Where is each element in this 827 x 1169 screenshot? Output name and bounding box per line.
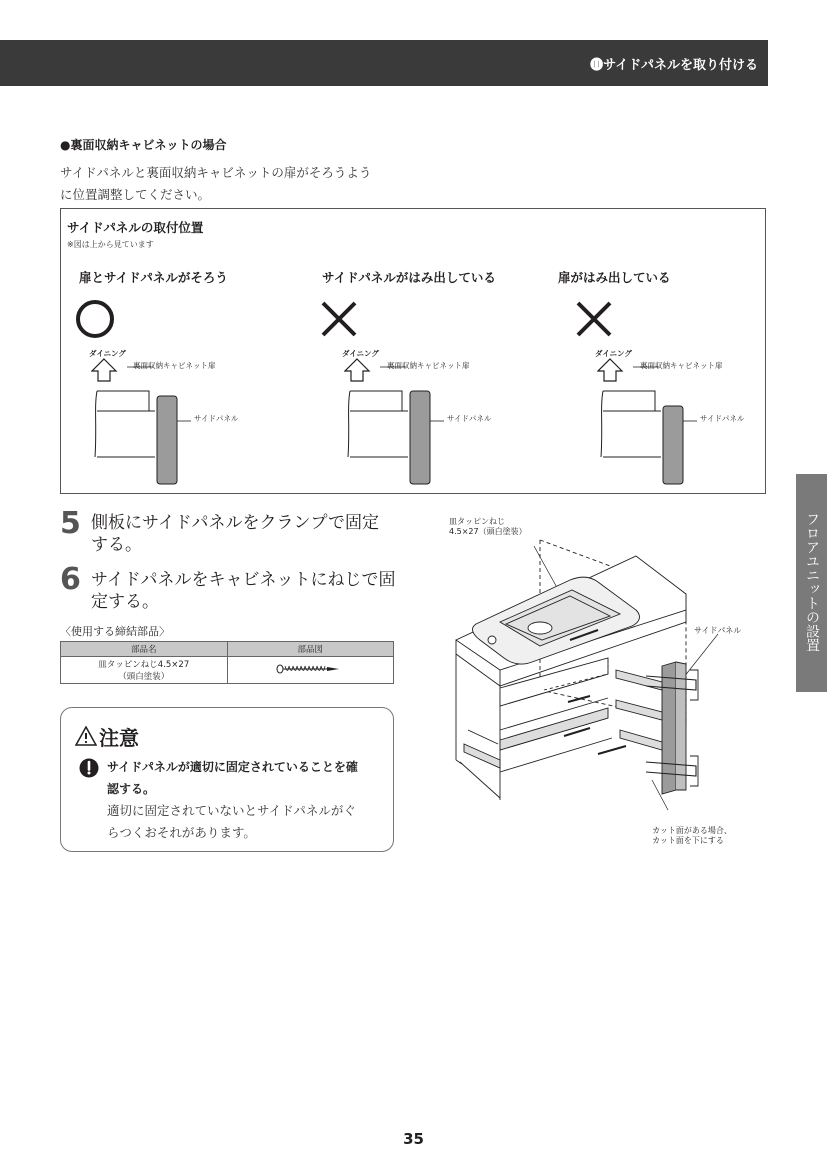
step-6-number: 6: [60, 562, 81, 597]
step-5-line-1: 側板にサイドパネルをクランプで固定: [91, 513, 379, 533]
dining-label: ダイニング: [342, 349, 379, 358]
cut-face-line-1: カット面がある場合、: [652, 826, 732, 835]
circle-symbol-icon: [75, 299, 115, 339]
parts-heading: 〈使用する締結部品〉: [60, 625, 170, 638]
warning-triangle-icon: [75, 726, 97, 746]
side-tab-text: フロアユニットの設置: [804, 512, 820, 652]
cross-symbol-icon: [319, 299, 359, 339]
step-5-line-2: する。: [91, 535, 142, 555]
caution-box: [60, 707, 394, 852]
screw-icon: [275, 663, 345, 675]
caution-explanation: [107, 800, 387, 844]
step-6-line-1: サイドパネルをキャビネットにねじで固: [91, 570, 396, 590]
caution-bold-line-2: 認する。: [107, 782, 156, 796]
parts-item-line-2: （頭白塗装）: [118, 672, 170, 682]
parts-col-figure: 部品図: [227, 642, 394, 657]
case-1-title: 扉とサイドパネルがそろう: [79, 270, 228, 285]
case-2-title: サイドパネルがはみ出している: [322, 270, 496, 285]
side-panel-label: サイドパネル: [700, 414, 745, 423]
cabinet-assembly-illustration: [440, 530, 770, 830]
header-title: ⓫サイドパネルを取り付ける: [590, 58, 758, 73]
caution-bold-line-1: サイドパネルが適切に固定されていることを確: [107, 760, 358, 774]
header-bar: [0, 40, 768, 86]
dining-label: ダイニング: [89, 349, 126, 358]
caution-text-line-1: 適切に固定されていないとサイドパネルがぐ: [107, 803, 356, 818]
parts-table: [60, 641, 394, 684]
screw-callout-line-2: 4.5×27（頭白塗装）: [449, 527, 527, 536]
parts-item-figure: [227, 657, 394, 684]
section-heading: ●裏面収納キャビネットの場合: [60, 138, 227, 152]
dining-label: ダイニング: [595, 349, 632, 358]
screw-callout-line-1: 皿タッピンねじ: [449, 517, 505, 526]
parts-item-name: [61, 657, 228, 684]
box-note: ※図は上から見ています: [67, 240, 154, 249]
alignment-diagram-door-protrudes: [597, 357, 697, 487]
door-label: 裏面収納キャビネット扉: [133, 361, 216, 370]
caution-title: 注意: [99, 726, 139, 750]
exclamation-icon: [79, 758, 99, 778]
box-title: サイドパネルの取付位置: [67, 220, 204, 235]
caution-instruction: [107, 756, 387, 800]
alignment-diagram-aligned: [91, 357, 191, 487]
mounting-position-box: [60, 208, 766, 494]
side-panel-label: サイドパネル: [447, 414, 492, 423]
step-6-text: [91, 569, 395, 613]
section-side-tab: [796, 474, 827, 692]
step-5-number: 5: [60, 506, 81, 541]
cross-symbol-icon: [574, 299, 614, 339]
case-3-title: 扉がはみ出している: [558, 270, 671, 285]
caution-text-line-2: らつくおそれがあります。: [107, 825, 256, 840]
side-panel-label: サイドパネル: [194, 414, 239, 423]
step-5-text: [91, 512, 379, 556]
side-panel-callout-label: サイドパネル: [694, 626, 742, 635]
parts-item-line-1: 皿タッピンねじ4.5×27: [98, 660, 190, 670]
parts-col-name: 部品名: [61, 642, 228, 657]
alignment-diagram-panel-protrudes: [344, 357, 444, 487]
step-6-line-2: 定する。: [91, 592, 159, 612]
cut-face-line-2: カット面を下にする: [652, 836, 724, 845]
door-label: 裏面収納キャビネット扉: [640, 361, 723, 370]
intro-line-2: に位置調整してください。: [60, 187, 211, 202]
intro-text: [60, 162, 410, 206]
page-number: 35: [403, 1130, 424, 1148]
intro-line-1: サイドパネルと裏面収納キャビネットの扉がそろうよう: [60, 165, 372, 180]
door-label: 裏面収納キャビネット扉: [387, 361, 470, 370]
